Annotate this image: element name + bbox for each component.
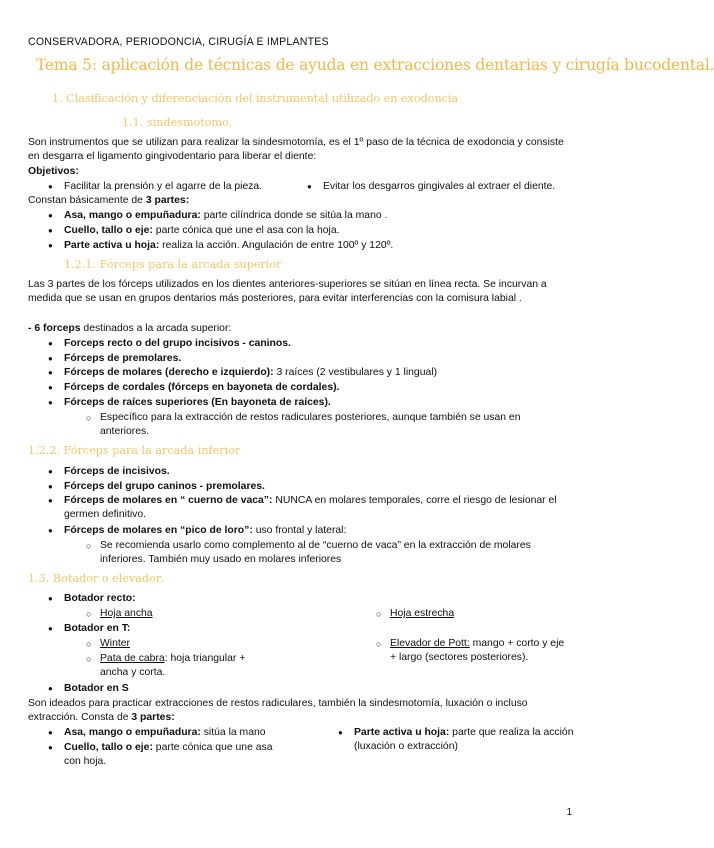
part-item: ● Asa, mango o empuñadura: parte cilíndrica donde se sitúa la mano .	[64, 209, 387, 223]
paragraph-botador: Son ideados para practicar extracciones de restos radiculares, también la sindesmotomía, luxación o incluso extracción. Consta de 3 partes:	[28, 698, 528, 723]
part-item: ● Cuello, tallo o eje: parte cónica que une asa con hoja.	[64, 741, 284, 769]
part-item: ● Cuello, tallo o eje: parte cónica que une el asa con la hoja.	[64, 224, 340, 238]
objectives-label: Objetivos:	[28, 166, 79, 177]
part-item: ● Parte activa u hoja: parte que realiza la acción (luxación o extracción)	[354, 726, 574, 754]
forceps-item: ● Fórceps de cordales (fórceps en bayoneta de cordales).	[64, 381, 339, 395]
forceps-item: ● Forceps recto o del grupo incisivos - caninos.	[64, 337, 291, 351]
forceps-subitem: ○ Específico para la extracción de restos radiculares posteriores, aunque también se usan en anteriores.	[100, 411, 570, 439]
botador-item: ● Botador en T:	[64, 622, 130, 636]
botador-item: ● Botador en S	[64, 682, 129, 696]
botador-subitem: ○ Elevador de Pott: mango + corto y eje + largo (sectores posteriores).	[390, 637, 570, 665]
section-heading-1: 1. Clasificación y diferenciación del instrumental utilizado en exodoncia	[52, 91, 458, 105]
subsection-heading-1-2-2: 1.2.2. Fórceps para la arcada inferior	[28, 444, 241, 457]
page-number: 1	[566, 807, 572, 818]
forceps-item: ● Fórceps de premolares.	[64, 352, 181, 366]
part-item: ● Asa, mango o empuñadura: sitúa la mano	[64, 726, 266, 740]
paragraph-forceps-superior: Las 3 partes de los fórceps utilizados en los dientes anteriores-superiores se sitúan en línea recta. Se incurvan a medida que se usan en grupos dentarios más posteriores, para evitar interferencias con la comisura labial .	[28, 279, 547, 304]
objective-item: ● Evitar los desgarros gingivales al extraer el diente.	[323, 180, 555, 194]
botador-subitem: ○ Hoja ancha	[100, 607, 153, 621]
forceps-item: ● Fórceps de molares (derecho e izquierdo): 3 raíces (2 vestibulares y 1 lingual)	[64, 366, 437, 380]
paragraph-sindesmotomo: Son instrumentos que se utilizan para realizar la sindesmotomía, es el 1º paso de la técnica de exodoncia y consiste en desgarra el ligamento gingivodentario para liberar el diente:	[28, 137, 564, 162]
parts-intro: Constan básicamente de 3 partes:	[28, 195, 190, 206]
forceps-item: ● Fórceps de raíces superiores (En bayoneta de raíces).	[64, 396, 331, 410]
objective-item: ● Facilitar la prensión y el agarre de la pieza.	[64, 180, 262, 194]
botador-item: ● Botador recto:	[64, 592, 136, 606]
page-title: Tema 5: aplicación de técnicas de ayuda en extracciones dentarias y cirugía bucodental.	[36, 56, 714, 74]
forceps-item: ● Fórceps de molares en “ cuerno de vaca”: NUNCA en molares temporales, corre el riesgo de lesionar el germen definitivo.	[64, 494, 574, 522]
botador-subitem: ○ Pata de cabra: hoja triangular + ancha y corta.	[100, 652, 270, 680]
part-item: ● Parte activa u hoja: realiza la acción. Angulación de entre 100º y 120º.	[64, 239, 393, 253]
forceps-item: ● Fórceps de incisivos.	[64, 465, 170, 479]
forceps-superior-intro: - 6 forceps destinados a la arcada superior:	[28, 323, 232, 334]
subsection-heading-1-1: 1.1. sindesmotomo.	[122, 116, 233, 129]
forceps-item: ● Fórceps del grupo caninos - premolares.	[64, 480, 265, 494]
page-header: CONSERVADORA, PERIODONCIA, CIRUGÍA E IMPLANTES	[28, 36, 329, 48]
subsection-heading-1-3: 1.3. Botador o elevador.	[28, 572, 164, 585]
forceps-item: ● Fórceps de molares en “pico de loro”: uso frontal y lateral:	[64, 524, 346, 538]
botador-subitem: ○ Winter	[100, 637, 130, 651]
forceps-subitem: ○ Se recomienda usarlo como complemento al de “cuerno de vaca” en la extracción de molares inferiores. También muy usado en molares inferiores	[100, 539, 570, 567]
botador-subitem: ○ Hoja estrecha	[390, 607, 454, 621]
subsection-heading-1-2-1: 1.2.1. Fórceps para la arcada superior	[64, 258, 282, 271]
